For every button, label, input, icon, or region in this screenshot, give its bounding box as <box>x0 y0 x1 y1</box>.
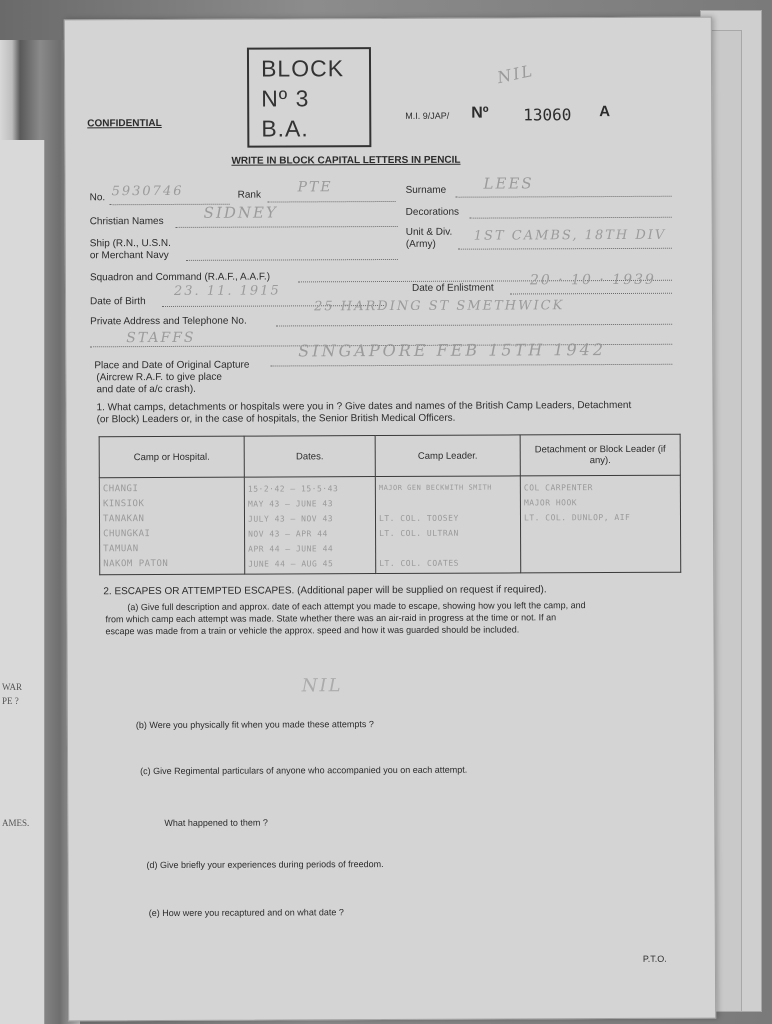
date-of-birth-value: 23. 11. 1915 <box>173 283 281 299</box>
dotted-line <box>276 324 672 327</box>
question-2-heading: 2. ESCAPES OR ATTEMPTED ESCAPES. (Additional paper will be supplied on request if required). <box>103 584 547 598</box>
table-row <box>99 475 680 575</box>
camp-entry: TANAKAN <box>102 514 145 525</box>
christian-names-label: Christian Names <box>89 215 164 228</box>
squadron-label: Squadron and Command (R.A.F., A.A.F.) <box>89 271 271 284</box>
stamp-line: B.A. <box>261 115 309 142</box>
dotted-line <box>270 364 672 367</box>
stamp-line: Nº 3 <box>261 85 310 112</box>
no-label: No. <box>89 192 106 204</box>
date-of-enlistment-label: Date of Enlistment <box>411 282 494 294</box>
question-2a-text: (a) Give full description and approx. date of each attempt you made to escape, showing how you left the camp, and <box>127 600 586 613</box>
left-fragment: AMES. <box>2 818 30 828</box>
left-fragment: WAR <box>2 682 22 692</box>
left-page-edge <box>0 140 45 1024</box>
form-suffix: A <box>599 103 611 121</box>
surname-value: LEES <box>483 174 534 193</box>
camps-table <box>99 434 682 576</box>
dotted-line <box>510 293 672 295</box>
dates-cell <box>244 477 375 575</box>
leader-entry <box>379 540 517 556</box>
confidential-label: CONFIDENTIAL <box>87 117 162 130</box>
question-2c-text: (c) Give Regimental particulars of anyone who accompanied you on each attempt. <box>140 764 468 777</box>
stamp-line: BLOCK <box>260 55 345 82</box>
instruction-heading: WRITE IN BLOCK CAPITAL LETTERS IN PENCIL <box>231 154 461 167</box>
date-of-birth-label: Date of Birth <box>90 296 146 308</box>
date-entry: JUNE 44 – AUG 45 <box>248 559 334 569</box>
question-2d-text: (d) Give briefly your experiences during periods of freedom. <box>146 859 384 871</box>
column-header: Dates. <box>244 436 375 478</box>
date-entry: 15·2·42 – 15·5·43 <box>247 484 339 494</box>
camp-leader-cell <box>375 476 520 574</box>
ship-label: or Merchant Navy <box>89 249 169 262</box>
dotted-line <box>470 217 672 219</box>
block-stamp <box>247 47 371 148</box>
ship-label: Ship (R.N., U.S.N. <box>89 237 171 250</box>
column-header: Camp or Hospital. <box>99 436 244 478</box>
address-value-line2: STAFFS <box>126 329 196 347</box>
question-2a-text: from which camp each attempt was made. State whether there was an air-raid in progress at the time or not. If an <box>105 612 557 625</box>
unit-label: (Army) <box>405 238 436 250</box>
number-label: Nº <box>471 104 489 122</box>
capture-label: and date of a/c crash). <box>96 383 196 396</box>
leader-entry: LT. COL. TOOSEY <box>378 513 459 524</box>
date-of-enlistment-value: 20 · 10 · 1939 <box>529 271 656 289</box>
leader-entry: MAJOR GEN BECKWITH SMITH <box>378 483 493 493</box>
escape-answer-nil: NIL <box>301 675 343 697</box>
leader-entry: LT. COL. ULTRAN <box>379 528 459 539</box>
camps-cell <box>99 477 244 575</box>
page-turn-over: P.T.O. <box>642 953 667 964</box>
camp-entry: CHUNGKAI <box>103 529 151 540</box>
nil-pencil-note: NIL <box>495 60 536 88</box>
left-fragment: PE ? <box>2 696 19 706</box>
column-header: Detachment or Block Leader (if any). <box>520 434 680 476</box>
decorations-label: Decorations <box>405 206 460 218</box>
column-header: Camp Leader. <box>375 435 520 477</box>
question-2b-text: (b) Were you physically fit when you made these attempts ? <box>135 719 374 731</box>
dotted-line <box>458 248 672 250</box>
dotted-line <box>186 259 398 261</box>
capture-label: Place and Date of Original Capture <box>94 359 250 372</box>
dotted-line <box>176 226 398 228</box>
surname-label: Surname <box>405 184 447 196</box>
unit-label: Unit & Div. <box>405 226 453 238</box>
address-label: Private Address and Telephone No. <box>90 315 247 328</box>
pow-questionnaire-form <box>64 17 716 1022</box>
detachment-entry: COL CARPENTER <box>523 483 594 493</box>
unit-value: 1ST CAMBS, 18TH DIV <box>473 227 667 244</box>
question-2e-text: (e) How were you recaptured and on what date ? <box>148 907 344 919</box>
question-1-text: (or Block) Leaders or, in the case of hospitals, the Senior British Medical Officers. <box>96 412 456 426</box>
camp-entry: KINSIOK <box>102 499 145 510</box>
form-number: 13060 <box>523 105 572 125</box>
capture-label: (Aircrew R.A.F. to give place <box>96 371 223 384</box>
rank-value: PTE <box>297 179 333 196</box>
question-1-text: 1. What camps, detachments or hospitals were you in ? Give dates and names of the British Camp Leaders, Detachment <box>96 399 632 414</box>
dotted-line <box>268 201 396 203</box>
question-2a-text: escape was made from a train or vehicle the approx. speed and how it was guarded should be included. <box>105 624 520 637</box>
date-entry: JULY 43 – NOV 43 <box>247 514 334 524</box>
mi-reference: M.I. 9/JAP/ <box>405 110 450 121</box>
christian-names-value: SIDNEY <box>203 203 278 222</box>
capture-value: SINGAPORE FEB 15TH 1942 <box>298 340 607 361</box>
table-header-row <box>99 434 680 478</box>
date-entry: NOV 43 – APR 44 <box>248 529 328 539</box>
camp-entry: TAMUAN <box>103 544 139 555</box>
address-value: 25 HARDING ST SMETHWICK <box>314 298 565 315</box>
detachment-entry: LT. COL. DUNLOP, AIF <box>523 512 631 523</box>
camp-entry: NAKOM PATON <box>103 558 169 570</box>
dotted-line <box>456 196 672 198</box>
leader-entry: LT. COL. COATES <box>379 558 459 569</box>
leader-entry <box>379 495 517 511</box>
camp-entry: CHANGI <box>102 484 139 495</box>
date-entry: APR 44 – JUNE 44 <box>248 544 334 554</box>
date-entry: MAY 43 – JUNE 43 <box>247 499 334 509</box>
detachment-leader-cell <box>520 475 680 573</box>
rank-label: Rank <box>237 189 261 201</box>
question-2c-followup: What happened to them ? <box>164 817 268 828</box>
detachment-entry: MAJOR HOOK <box>523 498 578 508</box>
service-number-value: 5930746 <box>111 183 184 200</box>
